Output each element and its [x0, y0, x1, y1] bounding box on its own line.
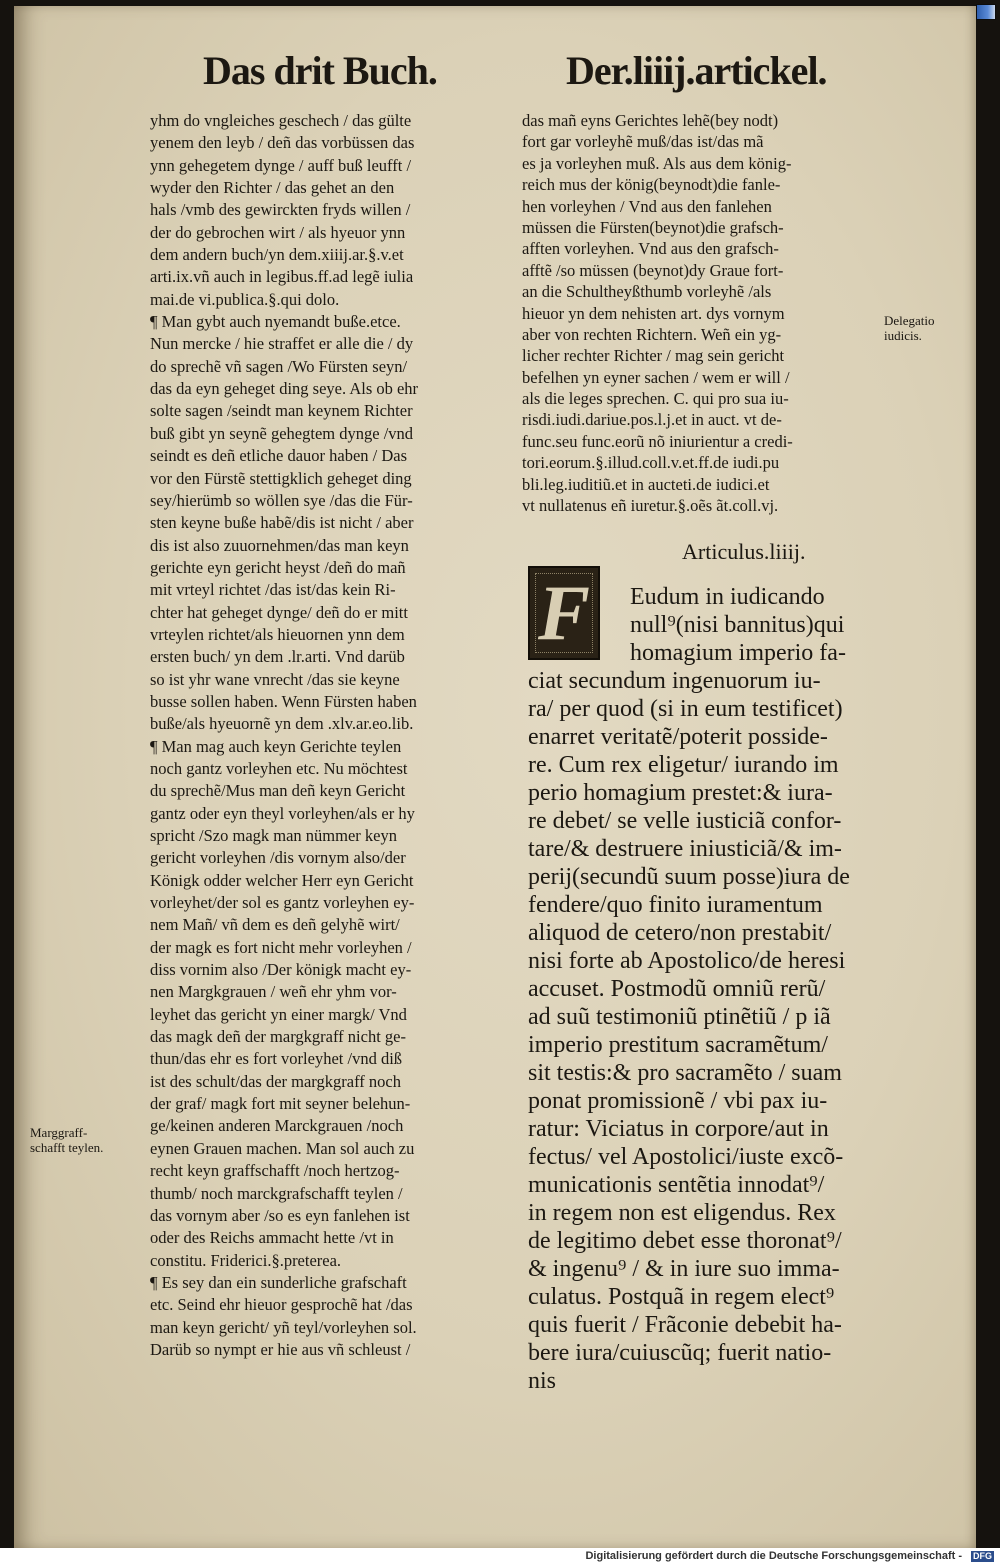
margin-note-line: schafft teylen. — [30, 1140, 104, 1155]
text-line: ersten buch/ yn dem .lr.arti. Vnd darüb — [150, 647, 405, 667]
text-line: null⁹(nisi bannitus)qui — [630, 612, 845, 638]
text-line: thun/das ehr es fort vorleyhet /vnd diß — [150, 1049, 403, 1069]
text-line: nen Margkgrauen / weñ ehr yhm vor- — [150, 982, 397, 1002]
text-line: nis — [528, 1368, 557, 1394]
text-line: afften vorleyhen. Vnd aus den grafsch- — [522, 239, 779, 259]
text-line: gantz oder eyn theyl vorleyhen/als er hy — [150, 803, 415, 823]
right-text-column — [522, 110, 882, 516]
text-line: Darüb so nympt er hie aus vñ schleust / — [150, 1339, 411, 1359]
dfg-logo: DFG — [973, 1551, 992, 1561]
text-line: ratur: Viciatus in corpore/aut in — [528, 1116, 829, 1142]
text-line: ¶ Man mag auch keyn Gerichte teylen — [150, 736, 402, 756]
text-line: licher rechter Richter / mag sein gericht — [522, 346, 785, 366]
text-line: perio homagium prestet:& iura- — [528, 780, 833, 806]
text-line: dis ist also zuuornehmen/das man keyn — [150, 535, 409, 555]
text-line: oder des Reichs ammacht hette /vt in — [150, 1228, 394, 1248]
initial-letter: F — [537, 569, 591, 656]
text-line: befelhen yn eyner sachen / wem er will / — [522, 367, 790, 387]
text-line: risdi.iudi.dariue.pos.l.j.et in auct. vt de- — [522, 410, 782, 430]
margin-note-right — [884, 313, 935, 343]
text-line: buße/als hyeuornẽ yn dem .xlv.ar.eo.lib. — [150, 714, 414, 734]
text-line: Königk odder welcher Herr eyn Gericht — [150, 870, 414, 890]
running-head-article: Der.liiij.artickel. — [566, 48, 827, 93]
text-line: fendere/quo finito iuramentum — [528, 892, 823, 918]
text-line: vt nullatenus eñ iuretur.§.oẽs ãt.coll.vj. — [522, 496, 779, 516]
text-line: aber von rechten Richtern. Weñ ein yg- — [522, 324, 782, 344]
text-line: an die Schultheyßthumb vorleyhẽ /als — [522, 282, 772, 302]
text-line: constitu. Friderici.§.preterea. — [150, 1250, 342, 1270]
text-line: müssen die Fürsten(beynot)die grafsch- — [522, 217, 784, 237]
text-line: accuset. Postmodũ omniũ rerũ/ — [528, 976, 826, 1002]
article-text — [528, 583, 884, 1395]
text-line: afftẽ /so müssen (beynot)dy Graue fort- — [522, 260, 784, 280]
text-line: vorleyhet/der sol es gantz vorleyhen ey- — [150, 893, 415, 913]
text-line: fort gar vorleyhẽ muß/das ist/das mã — [522, 132, 764, 152]
text-line: buß gibt yn seynẽ gehegtem dynge /vnd — [150, 423, 414, 443]
margin-note-line: Marggraff- — [30, 1125, 88, 1140]
text-line: sey/hierümb so wöllen sye /das die Für- — [150, 490, 413, 510]
text-line: sit testis:& pro sacramẽto / suam — [528, 1060, 842, 1086]
text-line: mai.de vi.publica.§.qui dolo. — [150, 289, 340, 309]
text-line: in regem non est eligendus. Rex — [528, 1200, 836, 1226]
text-line: re debet/ se velle iusticiã confor- — [528, 808, 842, 834]
text-line: diss vornim also /Der königk macht ey- — [150, 960, 412, 980]
text-line: hieuor yn dem nehisten art. dys vornym — [522, 303, 785, 323]
text-line: der do gebrochen wirt / als hyeuor ynn — [150, 222, 406, 242]
text-line: vrteylen richtet/als hieuornen ynn dem — [150, 624, 405, 644]
text-line: so ist yhr wane vnrecht /das sie keyne — [150, 669, 400, 689]
article-heading: Articulus.liiij. — [682, 539, 806, 564]
text-line: noch gantz vorleyhen etc. Nu möchtest — [150, 758, 408, 778]
text-line: ynn gehegetem dynge / auff buß leufft / — [150, 155, 412, 175]
text-line: perij(secundũ suum posse)iura de — [528, 864, 850, 890]
text-line: fectus/ vel Apostolici/iuste excõ- — [528, 1144, 844, 1170]
text-line: das vornym aber /so es eyn fanlehen ist — [150, 1205, 410, 1225]
text-line: man keyn gericht/ yñ teyl/vorleyhen sol. — [150, 1317, 417, 1337]
text-line: func.seu func.eorũ nõ iniurientur a credi- — [522, 431, 793, 451]
text-line: recht keyn graffschafft /noch hertzog- — [150, 1161, 400, 1181]
text-line: nisi forte ab Apostolico/de heresi — [528, 948, 846, 974]
text-line: als die leges sprechen. C. qui pro sua iu- — [522, 389, 789, 409]
text-line: ciat secundum ingenuorum iu- — [528, 668, 821, 694]
text-line: Nun mercke / hie straffet er alle die / dy — [150, 334, 414, 354]
text-line: do sprechẽ vñ sagen /Wo Fürsten seyn/ — [150, 356, 408, 376]
left-text-column — [150, 110, 515, 1361]
text-line: arti.ix.vñ auch in legibus.ff.ad legẽ iulia — [150, 267, 414, 287]
text-line: & ingenu⁹ / & in iure suo imma- — [528, 1256, 840, 1282]
scan-color-target — [976, 4, 996, 20]
text-line: eynen Grauen machen. Man sol auch zu — [150, 1138, 415, 1158]
text-line: das da eyn geheget ding seye. Als ob ehr — [150, 379, 419, 399]
text-line: culatus. Postquã in regem elect⁹ — [528, 1284, 835, 1310]
text-line: hen vorleyhen / Vnd aus den fanlehen — [522, 196, 772, 216]
margin-note-line: iudicis. — [884, 328, 922, 343]
text-line: ge/keinen anderen Marckgrauen /noch — [150, 1116, 404, 1136]
text-line: das magk deñ der margkgraff nicht ge- — [150, 1027, 406, 1047]
text-line: vor den Fürstẽ stettigklich geheget ding — [150, 468, 412, 488]
text-line: gerichte eyn gericht heyst /deñ do mañ — [150, 557, 406, 577]
footer-bar — [0, 1548, 1000, 1565]
text-line: yenem den leyb / deñ das vorbüssen das — [150, 133, 415, 153]
funding-credit: Digitalisierung gefördert durch die Deutsche Forschungsgemeinschaft - — [585, 1550, 962, 1562]
text-line: wyder den Richter / das gehet an den — [150, 178, 395, 198]
text-line: homagium imperio fa- — [630, 640, 846, 666]
text-line: imperio prestitum sacramẽtum/ — [528, 1032, 828, 1058]
text-line: tori.eorum.§.illud.coll.v.et.ff.de iudi.pu — [522, 453, 780, 473]
text-line: das mañ eyns Gerichtes lehẽ(bey nodt) — [522, 111, 779, 130]
text-line: der magk es fort nicht mehr vorleyhen / — [150, 937, 412, 957]
text-line: ad suũ testimoniũ ptinẽtiũ / p iã — [528, 1004, 831, 1030]
text-line: nem Mañ/ vñ dem es deñ gelyhẽ wirt/ — [150, 915, 400, 935]
text-line: tare/& destruere iniusticiã/& im- — [528, 836, 842, 862]
running-head-book: Das drit Buch. — [203, 48, 437, 93]
text-line: bere iura/cuiuscũq; fuerit natio- — [528, 1340, 832, 1366]
text-line: ¶ Es sey dan ein sunderliche grafschaft — [150, 1272, 407, 1292]
text-line: mit vrteyl richtet /das ist/das kein Ri- — [150, 580, 396, 600]
text-line: leyhet das gericht yn einer margk/ Vnd — [150, 1004, 407, 1024]
text-line: busse sollen haben. Wenn Fürsten haben — [150, 691, 417, 711]
text-line: chter hat geheget dynge/ deñ do er mitt — [150, 602, 408, 622]
text-line: hals /vmb des gewirckten fryds willen / — [150, 200, 411, 220]
text-line: ra/ per quod (si in eum testificet) — [528, 696, 843, 722]
text-line: ¶ Man gybt auch nyemandt buße.etce. — [150, 312, 401, 332]
text-line: municationis sentẽtia innodat⁹/ — [528, 1172, 825, 1198]
text-line: solte sagen /seindt man keynem Richter — [150, 401, 413, 421]
text-line: quis fuerit / Frãconie debebit ha- — [528, 1312, 842, 1338]
text-line: reich mus der könig(beynodt)die fanle- — [522, 175, 781, 195]
text-line: dem andern buch/yn dem.xiiij.ar.§.v.et — [150, 245, 404, 265]
text-line: seindt es deñ etliche dauor haben / Das — [150, 446, 408, 466]
text-line: du sprechẽ/Mus man deñ keyn Gericht — [150, 781, 406, 801]
text-line: re. Cum rex eligetur/ iurando im — [528, 752, 839, 778]
text-line: aliquod de cetero/non prestabit/ — [528, 920, 832, 946]
text-line: ist des schult/das der margkgraff noch — [150, 1071, 401, 1091]
text-line: gericht vorleyhen /dis vornym also/der — [150, 848, 406, 868]
text-line: thumb/ noch marckgrafschafft teylen / — [150, 1183, 403, 1203]
text-line: bli.leg.iuditiũ.et in aucteti.de iudici.et — [522, 474, 770, 494]
text-line: sten keyne buße habẽ/dis ist nicht / aber — [150, 513, 414, 533]
text-line: es ja vorleyhen muß. Als aus dem könig- — [522, 153, 792, 173]
text-line: der graf/ magk fort mit seyner belehun- — [150, 1094, 411, 1114]
margin-note-left — [30, 1125, 103, 1155]
margin-note-line: Delegatio — [884, 313, 935, 328]
text-line: de legitimo debet esse thoronat⁹/ — [528, 1228, 842, 1254]
text-line: spricht /Szo magk man nümmer keyn — [150, 826, 397, 845]
text-line: yhm do vngleiches geschech / das gülte — [150, 111, 412, 130]
text-line: ponat promissionẽ / vbi pax iu- — [528, 1088, 828, 1114]
text-line: Eudum in iudicando — [630, 584, 825, 610]
text-line: etc. Seind ehr hieuor gesprochẽ hat /das — [150, 1295, 413, 1315]
text-line: enarret veritatẽ/poterit posside- — [528, 724, 828, 750]
